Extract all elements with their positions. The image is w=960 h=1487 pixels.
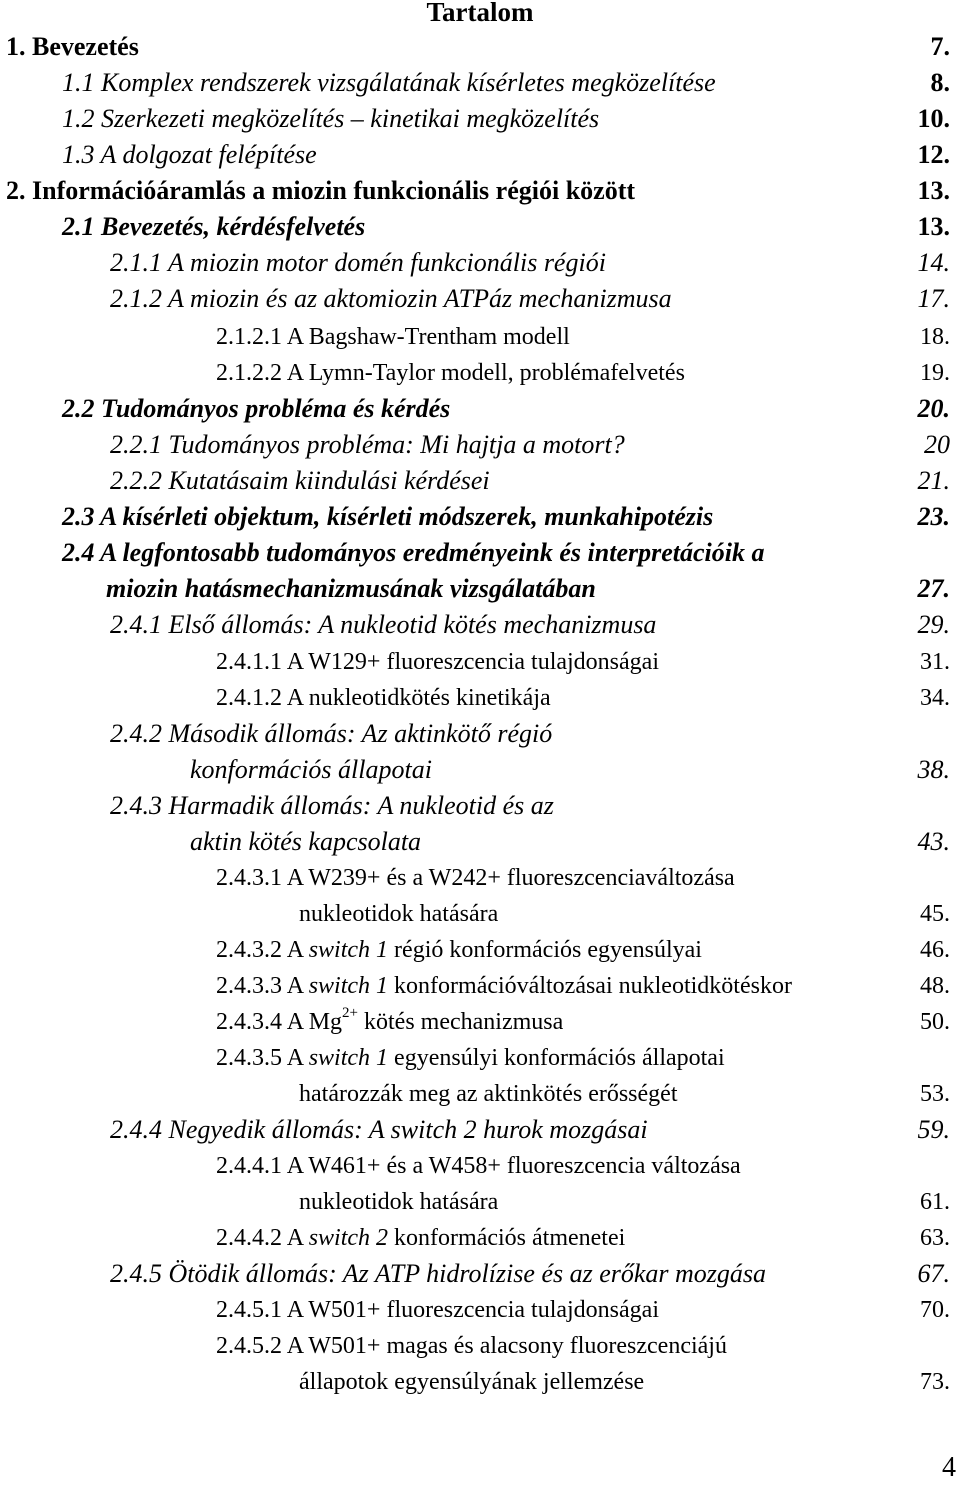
toc-entry xyxy=(6,175,635,207)
toc-entry-text: A W461+ és a W458+ fluoreszcencia változása xyxy=(286,1153,741,1179)
toc-entry-text: A kísérleti objektum, kísérleti módszerek, munkahipotézis xyxy=(100,502,714,531)
toc-entry-number: 2.4.1 xyxy=(110,610,162,639)
toc-entry-number: 2.4.3.5 xyxy=(216,1045,282,1071)
toc-entry-superscript: 2+ xyxy=(342,1005,359,1021)
toc-entry-number: 2.4 xyxy=(62,538,95,567)
toc-entry-number: 2.1 xyxy=(62,212,95,241)
toc-entry-text: Negyedik állomás: A switch 2 hurok mozgásai xyxy=(168,1115,648,1144)
toc-entry xyxy=(216,1222,625,1254)
toc-page-number: 70. xyxy=(920,1297,950,1323)
toc-entry-text: Bevezetés xyxy=(32,32,139,61)
toc-page-number: 17. xyxy=(917,284,950,313)
toc-entry xyxy=(62,67,716,99)
toc-page-number: 63. xyxy=(920,1225,950,1251)
toc-entry-text: egyensúlyi konformációs állapotai xyxy=(394,1045,725,1071)
toc-entry-number: 1.3 xyxy=(62,140,95,169)
toc-entry xyxy=(216,357,685,389)
toc-entry xyxy=(216,934,702,966)
toc-entry xyxy=(62,501,713,533)
toc-page-number: 48. xyxy=(920,973,950,999)
toc-entry-continuation: miozin hatásmechanizmusának vizsgálatában xyxy=(106,574,596,603)
toc-entry-text: konformációs átmenetei xyxy=(394,1225,626,1251)
toc-page-number: 29. xyxy=(917,610,950,639)
toc-entry xyxy=(110,465,490,497)
toc-entry xyxy=(110,283,672,315)
toc-entry xyxy=(216,1294,659,1326)
toc-entry xyxy=(216,1150,741,1182)
toc-entry-text: A miozin motor domén funkcionális régiói xyxy=(168,248,606,277)
toc-entry xyxy=(62,393,450,425)
toc-entry-text: Bevezetés, kérdésfelvetés xyxy=(101,212,366,241)
toc-entry-text: Információáramlás a miozin funkcionális régiói között xyxy=(32,176,636,205)
toc-entry-text: konformációváltozásai nukleotidkötéskor xyxy=(394,973,792,999)
toc-page-number: 10. xyxy=(917,104,950,133)
toc-page-number: 61. xyxy=(920,1189,950,1215)
toc-entry-text: régió konformációs egyensúlyai xyxy=(394,937,702,963)
toc-entry xyxy=(216,682,551,714)
toc-page-number: 19. xyxy=(920,360,950,386)
toc-entry-continuation: nukleotidok hatására xyxy=(299,1189,499,1215)
toc-entry-text: A Bagshaw-Trentham modell xyxy=(286,324,570,350)
toc-entry-text: A W501+ fluoreszcencia tulajdonságai xyxy=(286,1297,659,1323)
toc-entry-text: Kutatásaim kiindulási kérdései xyxy=(168,466,490,495)
toc-entry-text: A W129+ fluoreszcencia tulajdonságai xyxy=(286,649,659,675)
toc-entry xyxy=(62,139,317,171)
toc-page-number: 45. xyxy=(920,901,950,927)
toc-entry-number: 2.4.2 xyxy=(110,719,162,748)
toc-page-number: 50. xyxy=(920,1009,950,1035)
toc-entry-continuation: nukleotidok hatására xyxy=(299,901,499,927)
toc-page-number: 20 xyxy=(924,430,950,459)
toc-page-number: 31. xyxy=(920,649,950,675)
toc-page-number: 53. xyxy=(920,1081,950,1107)
toc-entry-text: A xyxy=(286,1045,303,1071)
toc-entry-text: Ötödik állomás: Az ATP hidrolízise és az erőkar mozgása xyxy=(168,1259,767,1288)
toc-entry xyxy=(110,790,554,822)
toc-entry xyxy=(62,211,365,243)
toc-entry-number: 2.4.4.2 xyxy=(216,1225,282,1251)
toc-page-number: 34. xyxy=(920,685,950,711)
toc-page-number: 13. xyxy=(917,176,950,205)
toc-entry-number: 2.4.1.1 xyxy=(216,649,282,675)
toc-entry-text: A xyxy=(286,973,303,999)
toc-entry-text: Harmadik állomás: A nukleotid és az xyxy=(168,791,554,820)
toc-entry xyxy=(216,1042,725,1074)
toc-page-number: 67. xyxy=(917,1259,950,1288)
toc-page-number: 59. xyxy=(917,1115,950,1144)
toc-entry-number: 2.4.5 xyxy=(110,1259,162,1288)
toc-entry-number: 2.4.3.4 xyxy=(216,1009,282,1035)
toc-page-number: 13. xyxy=(917,212,950,241)
toc-entry-italic-term: switch 1 xyxy=(308,1045,389,1071)
page-title: Tartalom xyxy=(426,0,534,27)
toc-entry xyxy=(216,970,792,1002)
toc-entry-number: 2.4.3.3 xyxy=(216,973,282,999)
toc-entry-text: A legfontosabb tudományos eredményeink és interpretációik a xyxy=(100,538,765,567)
toc-entry-number: 1.2 xyxy=(62,104,95,133)
toc-entry-italic-term: switch 2 xyxy=(308,1225,389,1251)
toc-entry xyxy=(216,1006,563,1038)
toc-entry-text: A miozin és az aktomiozin ATPáz mechanizmusa xyxy=(168,284,672,313)
toc-entry xyxy=(110,1114,648,1146)
toc-page-number: 7. xyxy=(930,32,950,61)
toc-page-number: 73. xyxy=(920,1369,950,1395)
toc-entry-italic-term: switch 1 xyxy=(308,937,389,963)
toc-entry-number: 2.1.1 xyxy=(110,248,162,277)
toc-entry xyxy=(62,103,599,135)
toc-entry-number: 2.1.2.2 xyxy=(216,360,282,386)
toc-page-number: 18. xyxy=(920,324,950,350)
toc-page-number: 14. xyxy=(917,248,950,277)
toc-entry-text: Tudományos probléma és kérdés xyxy=(101,394,451,423)
toc-entry-number: 2.4.5.2 xyxy=(216,1333,282,1359)
toc-entry-number: 1.1 xyxy=(62,68,95,97)
toc-page-number: 43. xyxy=(917,827,950,856)
toc-entry xyxy=(110,609,656,641)
toc-entry-number: 2.4.3.2 xyxy=(216,937,282,963)
toc-page-number: 12. xyxy=(917,140,950,169)
toc-entry-continuation: konformációs állapotai xyxy=(190,755,432,784)
toc-entry-continuation: határozzák meg az aktinkötés erősségét xyxy=(299,1081,678,1107)
toc-page-number: 23. xyxy=(917,502,950,531)
toc-entry-continuation: állapotok egyensúlyának jellemzése xyxy=(299,1369,645,1395)
toc-entry-number: 2.4.3 xyxy=(110,791,162,820)
toc-entry xyxy=(216,1330,727,1362)
toc-entry-number: 2.4.4.1 xyxy=(216,1153,282,1179)
toc-entry-number: 2.2 xyxy=(62,394,95,423)
toc-entry-text: A W501+ magas és alacsony fluoreszcenciájú xyxy=(286,1333,727,1359)
toc-entry-text: Komplex rendszerek vizsgálatának kísérletes megközelítése xyxy=(101,68,716,97)
toc-entry-number: 2.4.1.2 xyxy=(216,685,282,711)
toc-entry-text: A xyxy=(286,1225,303,1251)
page-folio: 4 xyxy=(942,1452,956,1483)
toc-entry xyxy=(110,1258,766,1290)
toc-entry xyxy=(216,862,735,894)
toc-entry xyxy=(216,321,570,353)
toc-entry-text: Második állomás: Az aktinkötő régió xyxy=(168,719,553,748)
toc-entry-text: Első állomás: A nukleotid kötés mechanizmusa xyxy=(168,610,657,639)
toc-entry-text: A W239+ és a W242+ fluoreszcenciaváltozása xyxy=(286,865,735,891)
toc-entry xyxy=(110,718,552,750)
toc-entry-number: 2.2.2 xyxy=(110,466,162,495)
toc-page-number: 27. xyxy=(917,574,950,603)
toc-page-number: 20. xyxy=(917,394,950,423)
toc-entry-text: kötés mechanizmusa xyxy=(364,1009,564,1035)
toc-entry xyxy=(6,31,139,63)
toc-entry-text: A Mg xyxy=(286,1009,343,1035)
toc-entry-text: A dolgozat felépítése xyxy=(100,140,317,169)
toc-entry-number: 2.4.5.1 xyxy=(216,1297,282,1323)
toc-entry-number: 2.1.2 xyxy=(110,284,162,313)
toc-entry-number: 2.2.1 xyxy=(110,430,162,459)
toc-entry xyxy=(110,247,606,279)
toc-entry-number: 2.4.4 xyxy=(110,1115,162,1144)
toc-entry-number: 2.3 xyxy=(62,502,95,531)
toc-page-number: 46. xyxy=(920,937,950,963)
toc-page-number: 38. xyxy=(917,755,950,784)
toc-entry-continuation: aktin kötés kapcsolata xyxy=(190,827,422,856)
toc-page-number: 21. xyxy=(917,466,950,495)
toc-entry-text: Tudományos probléma: Mi hajtja a motort? xyxy=(168,430,625,459)
toc-entry-text: A Lymn-Taylor modell, problémafelvetés xyxy=(286,360,685,386)
toc-entry-number: 1. xyxy=(6,32,26,61)
toc-entry-italic-term: switch 1 xyxy=(308,973,389,999)
toc-entry-number: 2.1.2.1 xyxy=(216,324,282,350)
toc-entry-text: A nukleotidkötés kinetikája xyxy=(286,685,551,711)
toc-entry xyxy=(216,646,659,678)
toc-entry-number: 2.4.3.1 xyxy=(216,865,282,891)
toc-entry xyxy=(62,537,764,569)
toc-page-number: 8. xyxy=(930,68,950,97)
toc-entry-text: A xyxy=(286,937,303,963)
toc-entry-text: Szerkezeti megközelítés – kinetikai megközelítés xyxy=(101,104,600,133)
toc-entry xyxy=(110,429,625,461)
toc-entry-number: 2. xyxy=(6,176,26,205)
